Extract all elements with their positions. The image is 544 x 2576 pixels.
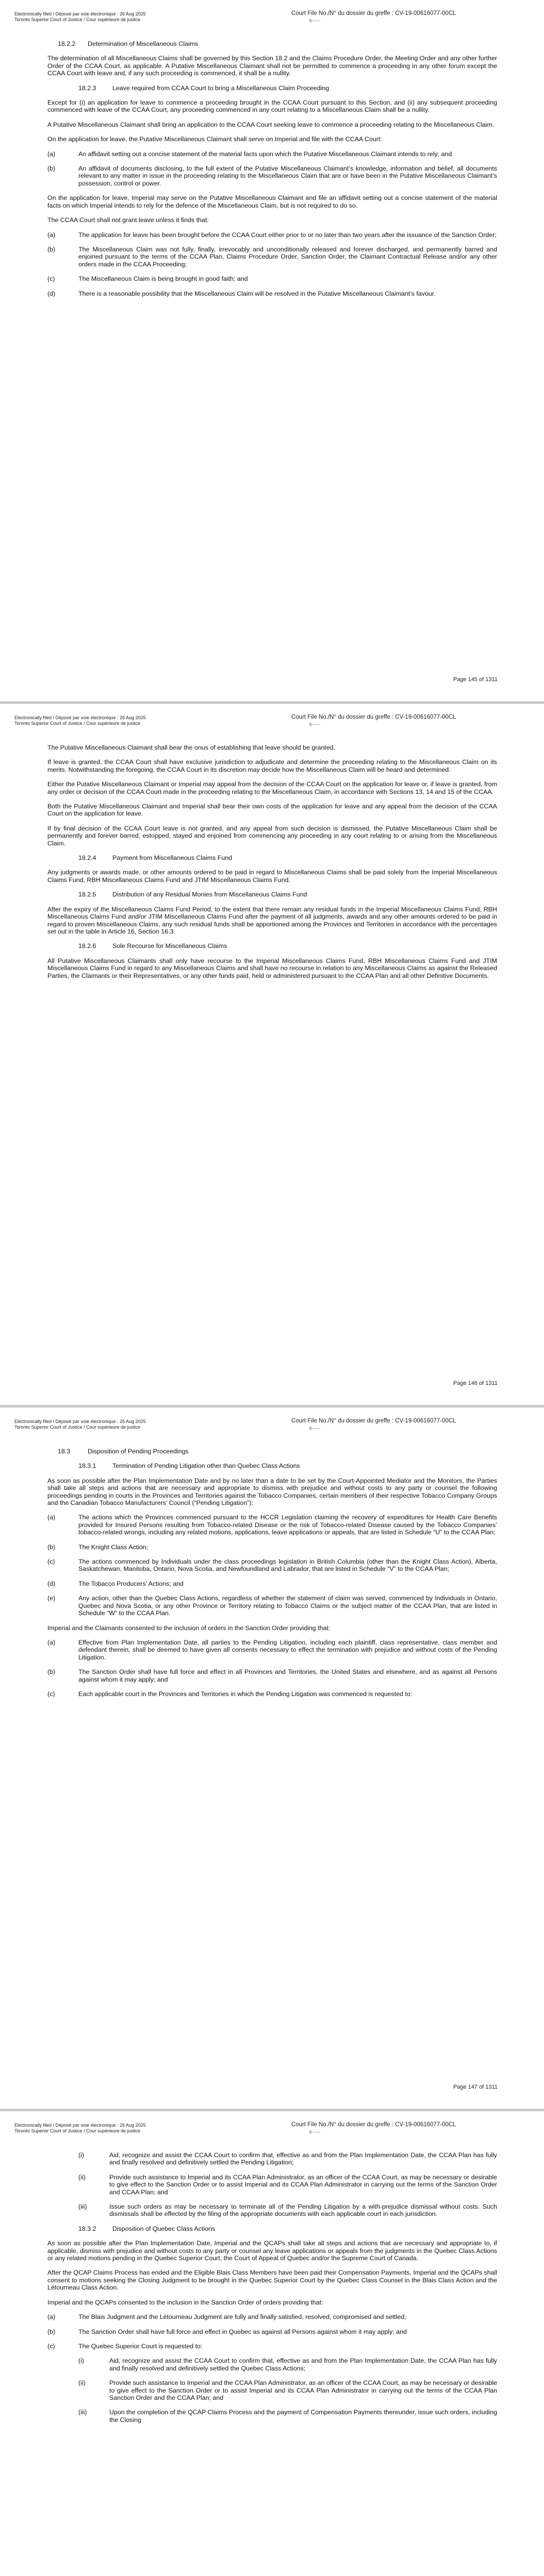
list-text: The Miscellaneous Claim is being brought in good faith; and [78, 275, 248, 283]
list-item [47, 1544, 497, 1551]
list-label: (b) [47, 2328, 56, 2335]
list-item [47, 2343, 497, 2350]
filing-stamp [14, 715, 146, 726]
header-mark: 0−−− [309, 722, 321, 727]
filing-stamp-line-1: Electronically filed / Déposé par voie électronique : 26 Aug 2025 [14, 11, 146, 16]
paragraph: If leave is granted, the CCAA Court shall have exclusive jurisdiction to adjudicate and determine the proceeding relating to the Miscellaneous Claim on its merits. Notwithstanding the foregoing, the CCAA Court in its discretion may decide how the Miscellaneous Claim will be heard and determined. [47, 758, 497, 773]
filing-stamp-line-1: Electronically filed / Déposé par voie électronique : 26 Aug 2025 [14, 2123, 146, 2128]
list-item [47, 1558, 497, 1573]
sub-list-item [78, 2357, 497, 2372]
list-text: Provide such assistance to Imperial and the CCAA Plan Administrator, as an officer of the CCAA Court, as may be necessary or desirable to give effect to the Sanction Order or to assist Imperial and its CCAA Plan Administrator in carrying out the terms of the CCAA Plan Sanction Order and the CCAA Plan; and [109, 2379, 497, 2401]
paragraph: On the application for leave, Imperial may serve on the Putative Miscellaneous Claimant and file an affidavit setting out a concise statement of the material facts on which Imperial intends to rely for the defence of the Miscellaneous Claim, but is not required to do so. [47, 194, 497, 209]
list-text: An affidavit of documents disclosing, to the full extent of the Putative Miscellaneous Claimant’s knowledge, information and belief, all documents relevant to any matter in issue in the proceeding relating to the Miscellaneous Claim that are or have been in the Putative Miscellaneous Claimant’s possession, control or power. [78, 165, 497, 187]
section-title: Sole Recourse for Miscellaneous Claims [112, 942, 227, 950]
header-mark: 0−−− [309, 2130, 321, 2134]
list-item [47, 1514, 497, 1536]
list-item [47, 275, 497, 282]
paragraph: Except for (i) an application for leave to commence a proceeding brought in the CCAA Court pursuant to this Section, and (ii) any subsequent proceeding commenced with leave of the CCAA Court, any proceeding commenced in any court relating to a Miscellaneous Claim shall be a nullity. [47, 99, 497, 114]
list-label: (a) [47, 1638, 56, 1646]
section-number: 18.2.6 [78, 942, 96, 950]
list-label: (ii) [78, 2379, 86, 2387]
paragraph: The CCAA Court shall not grant leave unless it finds that: [47, 216, 209, 224]
list-label: (e) [47, 1595, 56, 1602]
list-label: (d) [47, 290, 56, 297]
list-text: An affidavit setting out a concise statement of the material facts upon which the Putative Miscellaneous Claimant intends to rely; and [78, 150, 452, 158]
paragraph: Both the Putative Miscellaneous Claimant and Imperial shall bear their own costs of the application for leave and any appeal from the decision of the CCAA Court on the application for leave. [47, 803, 497, 818]
list-item [47, 2313, 497, 2320]
list-label: (i) [78, 2357, 85, 2365]
filing-stamp-line-1: Electronically filed / Déposé par voie électronique : 26 Aug 2025 [14, 1419, 146, 1424]
page-number: Page 146 of 1311 [453, 1380, 498, 1386]
paragraph: Any judgments or awards made, or other amounts ordered to be paid in regard to Miscellaneous Claims shall be paid solely from the Imperial Miscellaneous Claims Fund, RBH Miscellaneous Claims Fund and JTIM Miscellaneous Claims Fund. [47, 869, 497, 884]
paragraph: The Putative Miscellaneous Claimant shall bear the onus of establishing that leave should be granted. [47, 744, 335, 751]
section-number: 18.2.3 [78, 84, 96, 92]
section-heading [78, 891, 497, 898]
page-body [47, 40, 497, 304]
list-label: (c) [47, 2342, 55, 2350]
list-text: Aid, recognize and assist the CCAA Court to confirm that, effective as and from the Plan Implementation Date, the CCAA Plan has fully and finally resolved and definitively settled the Quebec Class Actions; [109, 2357, 497, 2372]
list-text: The actions which the Provinces commenced pursuant to the HCCR Legislation claiming the recovery of expenditures for Health Care Benefits provided for Insured Persons resulting from Tobacco-related Disease or the risk of Tobacco-related Disease caused by the Tobacco Companies’ tobacco-related wrongs, including any related motions, applications, leave applications or appeals, that are listed in Schedule “U” to the CCAA Plan; [78, 1514, 497, 1536]
list-item [47, 165, 497, 187]
section-title: Termination of Pending Litigation other than Quebec Class Actions [112, 1462, 300, 1470]
list-label: (b) [47, 1668, 56, 1676]
filing-stamp-line-2: Toronto Superior Court of Justice / Cour supérieure de justice [14, 17, 141, 22]
list-item [47, 1639, 497, 1661]
list-label: (iii) [78, 2203, 87, 2211]
document-page [0, 0, 544, 701]
paragraph: Imperial and the Claimants consented to the inclusion of orders in the Sanction Order providing that: [47, 1624, 331, 1632]
list-text: The application for leave has been brought before the CCAA Court either prior to or no later than two years after the issuance of the Sanction Order; [78, 231, 497, 239]
filing-stamp [14, 11, 146, 23]
list-text: Upon the completion of the QCAP Claims Process and the payment of Compensation Payments thereunder, issue such orders, including the Closing [109, 2409, 497, 2424]
list-item [47, 2328, 497, 2335]
paragraph: As soon as possible after the Plan Implementation Date, Imperial and the QCAPs shall take all steps and actions that are necessary and appropriate to, if applicable, dismiss with prejudice and without costs to any party or counsel any leave applications or appeals from the judgments in the Quebec Class Actions or any related motions pending in the Quebec Superior Court, the Court of Appeal of Quebec and/or the Supreme Court of Canada. [47, 2240, 497, 2262]
section-number: 18.2.5 [78, 891, 96, 899]
list-item [47, 1668, 497, 1683]
sub-list-item [78, 2174, 497, 2196]
filing-stamp-line-2: Toronto Superior Court of Justice / Cour supérieure de justice [14, 2128, 141, 2133]
list-text: Provide such assistance to Imperial and its CCAA Plan Administrator, as an officer of the CCAA Court, as may be necessary or desirable to give effect to the Sanction Order or to assist Imperial and its CCAA Plan Administrator in carrying out the terms of the Sanction Order and CCAA Plan; and [109, 2173, 497, 2196]
page-number: Page 147 of 1311 [453, 2084, 498, 2090]
paragraph: A Putative Miscellaneous Claimant shall bring an application to the CCAA Court seeking leave to commence a proceeding relating to the Miscellaneous Claim. [47, 121, 494, 128]
list-label: (c) [47, 275, 55, 283]
section-heading [58, 40, 497, 47]
page-body [47, 1448, 497, 1705]
sub-list-item [78, 2409, 497, 2424]
section-title: Distribution of any Residual Monies from Miscellaneous Claims Fund [112, 891, 307, 899]
filing-stamp-line-2: Toronto Superior Court of Justice / Cour supérieure de justice [14, 721, 141, 726]
paragraph: Either the Putative Miscellaneous Claimant or Imperial may appeal from the decision of the CCAA Court on the application for leave or, if leave is granted, from any order or decision of the CCAA Court made in the proceeding relating to the Miscellaneous Claim, in accordance with Sections 13, 14 and 15 of the CCAA. [47, 781, 497, 795]
paragraph: As soon as possible after the Plan Implementation Date and by no later than a date to be set by the Court-Appointed Mediator and the Monitors, the Parties shall take all steps and actions that are necessary and appropriate to dismiss with prejudice and without costs to any party or counsel the following proceedings pending in courts in the Provinces and Territories against the Tobacco Companies, certain members of their respective Tobacco Company Groups and the Canadian Tobacco Manufacturers’ Council (“Pending Litigation”): [47, 1477, 497, 1507]
list-label: (i) [78, 2151, 85, 2159]
list-text: Issue such orders as may be necessary to terminate all of the Pending Litigation by a with-prejudice dismissal without costs. Such dismissals shall be effected by the filing of the appropriate documents with each applicable court in each jurisdiction. [109, 2203, 497, 2218]
filing-stamp [14, 1419, 146, 1430]
court-file-number: Court File No./N° du dossier du greffe : CV-19-00616077-00CL [291, 1418, 456, 1424]
section-number: 18.3.2 [78, 2225, 96, 2232]
section-number: 18.3.1 [78, 1462, 96, 1470]
paragraph: All Putative Miscellaneous Claimants shall only have recourse to the Imperial Miscellaneous Claims Fund, RBH Miscellaneous Claims Fund and JTIM Miscellaneous Claims Fund in regard to any Miscellaneous Claims and shall have no recourse in relation to any Miscellaneous Claims as against the Released Parties, the Claimants or their Representatives, or any other funds paid, held or administered pursuant to the CCAA Plan and all other Definitive Documents. [47, 957, 497, 979]
paragraph: On the application for leave, the Putative Miscellaneous Claimant shall serve on Imperial and file with the CCAA Court: [47, 135, 382, 143]
section-heading [78, 2225, 497, 2232]
list-text: The Quebec Superior Court is requested to: [78, 2342, 203, 2350]
page-number: Page 145 of 1311 [453, 676, 498, 683]
paragraph: The determination of all Miscellaneous Claims shall be governed by this Section 18.2 and the Claims Procedure Order, the Meeting Order and any other further Order of the CCAA Court, as applicable. A Putative Miscellaneous Claimant shall not be permitted to commence a proceeding in any other forum except the CCAA Court with leave and, if any such proceeding is commenced, it shall be a nullity. [47, 55, 497, 77]
list-item [47, 1595, 497, 1617]
page-body [47, 744, 497, 987]
sub-list-item [78, 2151, 497, 2166]
list-text: There is a reasonable possibility that the Miscellaneous Claim will be resolved in the Putative Miscellaneous Claimant’s favour. [78, 290, 436, 297]
list-label: (c) [47, 1690, 55, 1698]
list-text: Any action, other than the Quebec Class Actions, regardless of whether the statement of claim was served, commenced by Individuals in Ontario, Quebec and Nova Scotia, or any other Province or Territory relating to Tobacco Claims or the subject matter of the CCAA Plan, that are listed in Schedule “W” to the CCAA Plan. [78, 1595, 497, 1617]
page-body [47, 2151, 497, 2431]
list-label: (a) [47, 231, 56, 239]
paragraph: If by final decision of the CCAA Court leave is not granted, and any appeal from such decision is dismissed, the Putative Miscellaneous Claim shall be permanently and forever barred, estopped, stayed and enjoined from commencing any proceeding in any court relating to or arising from the Miscellaneous Claim. [47, 824, 497, 847]
list-text: The Sanction Order shall have full force and effect in all Provinces and Territories, the United States and elsewhere, and as against all Persons against whom it may apply; and [78, 1668, 497, 1683]
list-text: The Miscellaneous Claim was not fully, finally, irrevocably and unconditionally released and forever discharged, and permanently barred and enjoined pursuant to the terms of the CCAA Plan, Claims Procedure Order, Sanction Order, the Claimant Contractual Release and/or any other orders made in the CCAA Proceeding; [78, 245, 497, 268]
header-mark: 0−−− [309, 19, 321, 23]
filing-stamp [14, 2123, 146, 2134]
list-text: The Blais Judgment and the Létourneau Judgment are fully and finally satisfied, resolved, compromised and settled; [78, 2313, 406, 2321]
section-title: Disposition of Pending Proceedings [88, 1448, 189, 1455]
document-page [0, 1408, 544, 2109]
section-number: 18.3 [58, 1448, 71, 1455]
section-heading [78, 854, 497, 861]
section-title: Disposition of Quebec Class Actions [112, 2225, 216, 2232]
section-title: Payment from Miscellaneous Claims Fund [112, 854, 233, 862]
list-label: (c) [47, 1558, 55, 1566]
list-item [47, 231, 497, 239]
list-item [47, 1690, 497, 1698]
paragraph: After the QCAP Claims Process has ended and the Eligible Blais Class Members have been paid their Compensation Payments, Imperial and the QCAPs shall consent to motions seeking the Closing Judgment to be brought in the Quebec Superior Court by the Quebec Class Counsel in the Blais Class Action and the Létourneau Class Action. [47, 2269, 497, 2292]
filing-stamp-line-1: Electronically filed / Déposé par voie électronique : 26 Aug 2025 [14, 715, 146, 720]
list-text: The actions commenced by Individuals under the class proceedings legislation in British Columbia (other than the Knight Class Action), Alberta, Saskatchewan, Manitoba, Ontario, Nova Scotia, and Newfoundland and Labrador, that are listed in Schedule “V” to the CCAA Plan; [78, 1558, 497, 1573]
list-text: Aid, recognize and assist the CCAA Court to confirm that, effective as and from the Plan Implementation Date, the CCAA Plan has fully and finally resolved and definitively settled the Pending Litigation; [109, 2151, 497, 2166]
document-page [0, 704, 544, 1405]
section-heading [58, 1448, 497, 1455]
list-text: The Knight Class Action; [78, 1543, 148, 1551]
list-label: (iii) [78, 2409, 87, 2416]
list-label: (b) [47, 165, 56, 173]
list-text: The Tobacco Producers’ Actions; and [78, 1580, 184, 1587]
section-number: 18.2.2 [58, 40, 76, 47]
list-item [47, 290, 497, 297]
section-number: 18.2.4 [78, 854, 96, 862]
section-heading [78, 942, 497, 950]
list-text: Each applicable court in the Provinces and Territories in which the Pending Litigation was commenced is requested to: [78, 1690, 413, 1698]
list-item [47, 150, 497, 158]
list-label: (a) [47, 150, 56, 158]
section-heading [78, 1462, 497, 1469]
court-file-number: Court File No./N° du dossier du greffe : CV-19-00616077-00CL [291, 2122, 456, 2128]
section-title: Leave required from CCAA Court to bring a Miscellaneous Claim Proceeding [112, 84, 329, 92]
list-item [47, 1580, 497, 1587]
list-label: (ii) [78, 2173, 86, 2181]
court-file-number: Court File No./N° du dossier du greffe : CV-19-00616077-00CL [291, 10, 456, 16]
filing-stamp-line-2: Toronto Superior Court of Justice / Cour supérieure de justice [14, 1425, 141, 1430]
sub-list-item [78, 2379, 497, 2401]
section-heading [78, 84, 497, 92]
list-item [47, 246, 497, 268]
sub-list-item [78, 2203, 497, 2218]
court-file-number: Court File No./N° du dossier du greffe : CV-19-00616077-00CL [291, 714, 456, 720]
list-text: Effective from Plan Implementation Date, all parties to the Pending Litigation, including each plaintiff, class representative, class member and defendant therein, shall be deemed to have given all consents necessary to effect the termination with prejudice and without costs of the Pending Litigation. [78, 1638, 497, 1661]
list-label: (a) [47, 2313, 56, 2321]
list-text: The Sanction Order shall have full force and effect in Quebec as against all Persons against whom it may apply; and [78, 2328, 407, 2335]
list-label: (b) [47, 1543, 56, 1551]
list-label: (b) [47, 245, 56, 253]
list-label: (a) [47, 1514, 56, 1521]
paragraph: Imperial and the QCAPs consented to the inclusion in the Sanction Order of orders providing that: [47, 2298, 323, 2306]
document-page [0, 2111, 544, 2576]
list-label: (d) [47, 1580, 56, 1587]
header-mark: 0−−− [309, 1426, 321, 1431]
section-title: Determination of Miscellaneous Claims [88, 40, 199, 47]
paragraph: After the expiry of the Miscellaneous Claims Fund Period, to the extent that there remain any residual funds in the Imperial Miscellaneous Claims Fund, RBH Miscellaneous Claims Fund and/or JTIM Miscellaneous Claims Fund after the payment of all judgments, awards and any other amounts ordered to be paid in regard to proven Miscellaneous Claims, any such residual funds shall be apportioned among the Provinces and Territories in accordance with the percentages set out in the table in Article 16, Section 16.3. [47, 905, 497, 935]
